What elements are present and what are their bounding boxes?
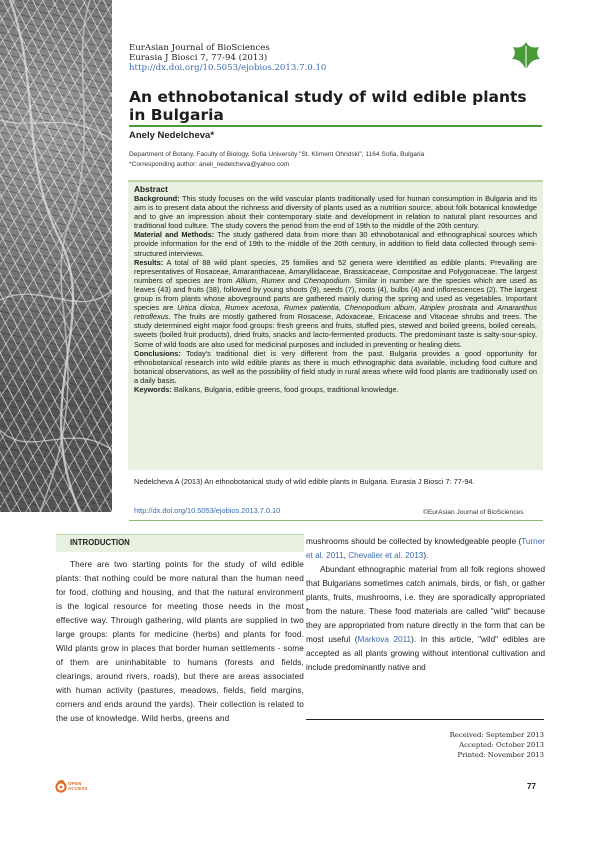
author-affiliation [129,150,542,170]
reference-link[interactable]: Turner et al. 2011 [306,537,545,560]
accepted-date: Accepted: October 2013 [459,741,544,750]
affiliation-text: Department of Botany, Faculty of Biology, Sofia University "St. Kliment Ohridski", 1164 Sofia, Bulgaria [129,151,425,158]
page-number: 77 [527,782,536,791]
printed-date: Printed: November 2013 [457,751,544,760]
journal-leaf-logo-icon [510,40,542,72]
right-paragraph-2: Abundant ethnographic material from all folk regions showed that Bulgarians sometimes catch animals, birds, or fish, or gather plants, fruits, mushrooms, i.e. they are sporadically appropriated from the nature. These food materials are called "wild" because they are appropriated from nature directly in the form that can be most useful (Markova 2011). In this article, "wild" edibles are accepted as all plants growing without intentional cultivation and include predominantly native and [306,565,545,672]
publication-dates [400,730,544,761]
open-access-label: OPEN ACCESS [68,781,88,791]
journal-name: EurAsian Journal of BioSciences [129,43,270,53]
author-name: Anely Nedelcheva* [129,130,215,141]
abstract-box [128,180,543,470]
title-divider [129,125,542,127]
right-column [306,535,545,675]
journal-header [129,43,509,73]
abstract-background: Background: This study focuses on the wild vascular plants traditionally used for human consumption in Bulgaria and its aim is to present data about the richness and diversity of plants used as a nutrition source, about folk botanical knowledge and to give an impression about their contemporary state and development in relation to natural plant resources and traditional food culture. The study covers the period from the end of 19th to the middle of the 20th century. [134,194,537,231]
introduction-heading: INTRODUCTION [56,534,304,552]
journal-citation-line: Eurasia J Biosci 7, 77-94 (2013) [129,53,268,63]
right-paragraph-1: mushrooms should be collected by knowledgeable people (Turner et al. 2011, Chevalier et al. 2013). [306,537,545,560]
open-access-lock-icon [54,779,68,793]
left-column-paragraph: There are two starting points for the study of wild edible plants: that nothing could be more natural than the human need for food, clothing and housing, and that the natural environment is the logical resource for meeting those needs in the most effective way. Through gathering, wild plants are supplied in two large groups: plants for medicine (herbs) and plants for food. Wild plants grow in places that border human settlements - some of them are uninhabitable to humans (forests and fields, clearings, around rivers, roads), but there are areas associated with human activity (pastures, meadows, fields, field margins, corners and ends around the yards). Their collection is related to the use of knowledge. Wild herbs, greens and [56,560,304,723]
abstract-methods: Material and Methods: The study gathered data from more than 30 ethnobotanical and ethnographical sources which provide information for the end of 19th to the middle of the 20th century, in addition to field data collected through semi-structured interviews. [134,230,537,258]
reference-link[interactable]: Markova 2011 [357,635,412,644]
article-title: An ethnobotanical study of wild edible plants in Bulgaria [129,88,527,124]
corresponding-author: *Corresponding author: aneli_nedelcheva@yahoo.com [129,161,290,168]
abstract-results: Results: A total of 88 wild plant species, 25 families and 52 genera were identified as edible plants. Prevailing are representatives of Rosaceae, Amaranthaceae, Amaryllidaceae, Brassicaceae, Compositae and Polygonaceae. The largest numbers of species are from Allium, Rumex and Chenopodium. Similar in number are the species which are used as leaves (43) and fruits (38), followed by young shoots (9), seeds (7), roots (4), bulbs (4) and inflorescences (2). The largest group is from plants whose aboveground parts are gathered mainly during the spring and used as vegetables. Important species are Urtica dioica, Rumex acetosa, Rumex patientia, Chenopodium album, Atriplex prostrata and Amaranthus retroflexus. The fruits are mostly gathered from Rosaceae, Adoxaceae, Ericaceae and Vitaceae shrubs and trees. The study determined eight major food groups: fresh greens and fruits, stuffed pies, stewed and boiled greens, boiled cereals, sweets (boiled fruit products), dried fruits, snacks and lacto-fermented products. The predominant taste is salty-sour-spicy. Some of wild foods are also used for medicinal purposes and included in preventing or healing diets. [134,257,537,349]
journal-doi-link[interactable]: http://dx.doi.org/10.5053/ejobios.2013.7.0.10 [129,63,327,73]
reference-link[interactable]: Chevalier et al. 2013 [348,551,424,560]
received-date: Received: September 2013 [449,731,544,739]
abstract-conclusions: Conclusions: Today's traditional diet is very different from the past. Bulgaria provides a good opportunity for ethnobotanical research into wild edible plants as there is much ethnographic data available, including food culture and botanical observations, as well as the possibility of field study in rural areas where wild food plants are traditionally used on a daily basis. [134,348,537,385]
section-divider [129,520,543,521]
citation-doi-link[interactable]: http://dx.doi.org/10.5053/ejobios.2013.7.0.10 [134,506,281,515]
citation-text: Nedelcheva A (2013) An ethnobotanical study of wild edible plants in Bulgaria. Eurasia J Biosci 7: 77-94. [134,477,475,486]
copyright-notice: ©EurAsian Journal of BioSciences [423,509,524,516]
leaf-vein-image [0,0,112,512]
abstract-heading: Abstract [134,184,168,194]
abstract-keywords: Keywords: Balkans, Bulgaria, edible greens, food groups, traditional knowledge. [134,384,399,394]
open-access-logo [54,778,98,792]
footnote-divider [306,719,544,720]
